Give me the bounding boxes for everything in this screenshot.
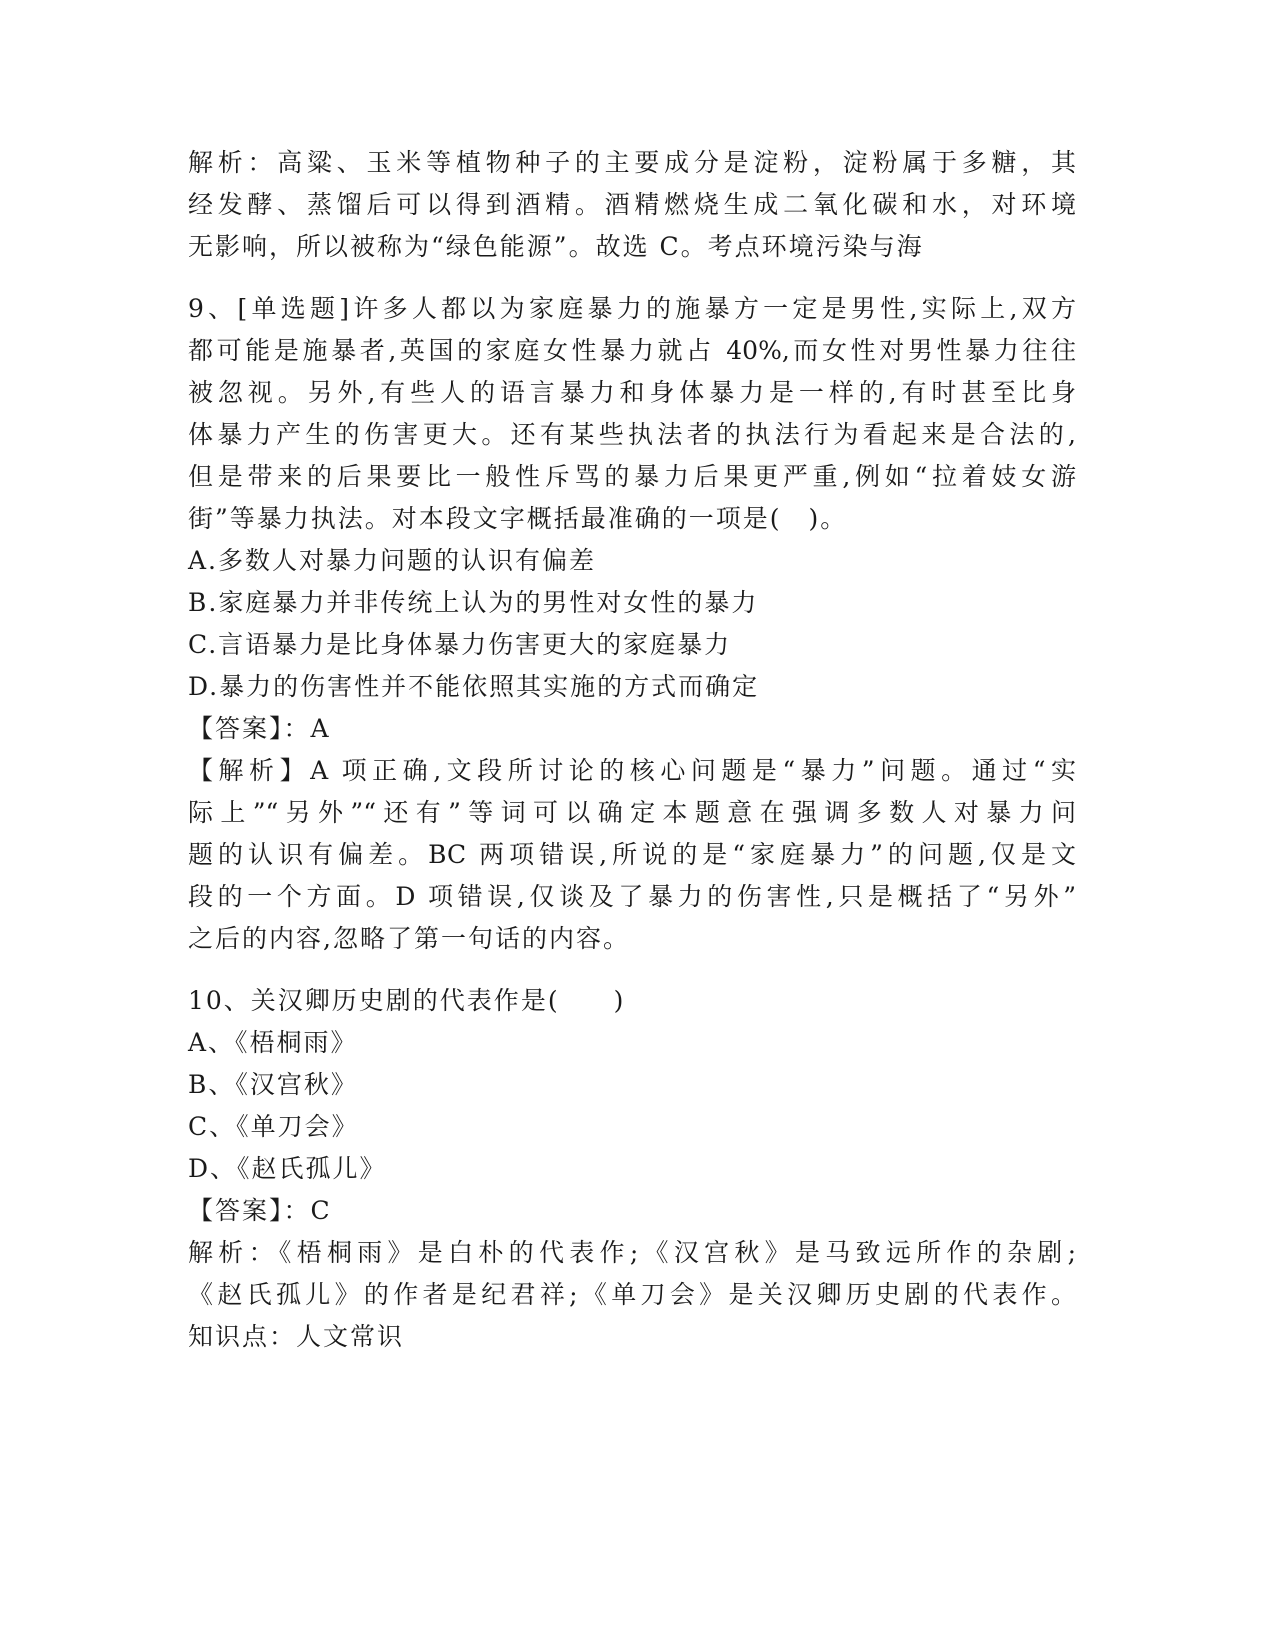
q9-answer: 【答案】：A bbox=[188, 714, 331, 743]
q9-question-line: 体暴力产生的伤害更大。还有某些执法者的执法行为看起来是合法的, bbox=[188, 420, 1076, 449]
q8-analysis-line: 经发酵、蒸馏后可以得到酒精。酒精燃烧生成二氧化碳和水，对环境 bbox=[188, 190, 1076, 219]
q9-question-line: 街”等暴力执法。对本段文字概括最准确的一项是( )。 bbox=[188, 504, 848, 533]
q8-analysis-line: 解析：高粱、玉米等植物种子的主要成分是淀粉，淀粉属于多糖，其 bbox=[188, 148, 1076, 177]
q10-option-a: A、《梧桐雨》 bbox=[188, 1028, 358, 1057]
q10-answer: 【答案】：C bbox=[188, 1196, 332, 1225]
q9-question-line: 9、[单选题]许多人都以为家庭暴力的施暴方一定是男性,实际上,双方 bbox=[188, 294, 1076, 323]
q8-analysis-line: 无影响，所以被称为“绿色能源”。故选 C。考点环境污染与海 bbox=[188, 232, 924, 261]
q10-analysis-line: 《赵氏孤儿》的作者是纪君祥;《单刀会》是关汉卿历史剧的代表作。 bbox=[188, 1280, 1076, 1309]
q9-analysis-line: 段的一个方面。D 项错误,仅谈及了暴力的伤害性,只是概括了“另外” bbox=[188, 882, 1076, 911]
q9-option-a: A.多数人对暴力问题的认识有偏差 bbox=[188, 546, 597, 575]
q9-analysis-line: 【解析】A 项正确,文段所讨论的核心问题是“暴力”问题。通过“实 bbox=[188, 756, 1076, 785]
q9-option-d: D.暴力的伤害性并不能依照其实施的方式而确定 bbox=[188, 672, 760, 701]
q9-question-line: 但是带来的后果要比一般性斥骂的暴力后果更严重,例如“拉着妓女游 bbox=[188, 462, 1076, 491]
q9-option-c: C.言语暴力是比身体暴力伤害更大的家庭暴力 bbox=[188, 630, 732, 659]
q9-question-line: 都可能是施暴者,英国的家庭女性暴力就占 40%,而女性对男性暴力往往 bbox=[188, 336, 1076, 365]
q9-analysis-line: 题的认识有偏差。BC 两项错误,所说的是“家庭暴力”的问题,仅是文 bbox=[188, 840, 1076, 869]
q10-knowledge-point: 知识点：人文常识 bbox=[188, 1322, 405, 1351]
q10-question: 10、关汉卿历史剧的代表作是( ) bbox=[188, 986, 626, 1015]
q10-option-d: D、《赵氏孤儿》 bbox=[188, 1154, 387, 1183]
q9-question-line: 被忽视。另外,有些人的语言暴力和身体暴力是一样的,有时甚至比身 bbox=[188, 378, 1076, 407]
q9-analysis-line: 际上”“另外”“还有”等词可以确定本题意在强调多数人对暴力问 bbox=[188, 798, 1076, 827]
q10-option-b: B、《汉宫秋》 bbox=[188, 1070, 358, 1099]
q10-option-c: C、《单刀会》 bbox=[188, 1112, 359, 1141]
q9-option-b: B.家庭暴力并非传统上认为的男性对女性的暴力 bbox=[188, 588, 759, 617]
q10-analysis-line: 解析：《梧桐雨》是白朴的代表作;《汉宫秋》是马致远所作的杂剧; bbox=[188, 1238, 1076, 1267]
q9-analysis-line: 之后的内容,忽略了第一句话的内容。 bbox=[188, 924, 630, 953]
